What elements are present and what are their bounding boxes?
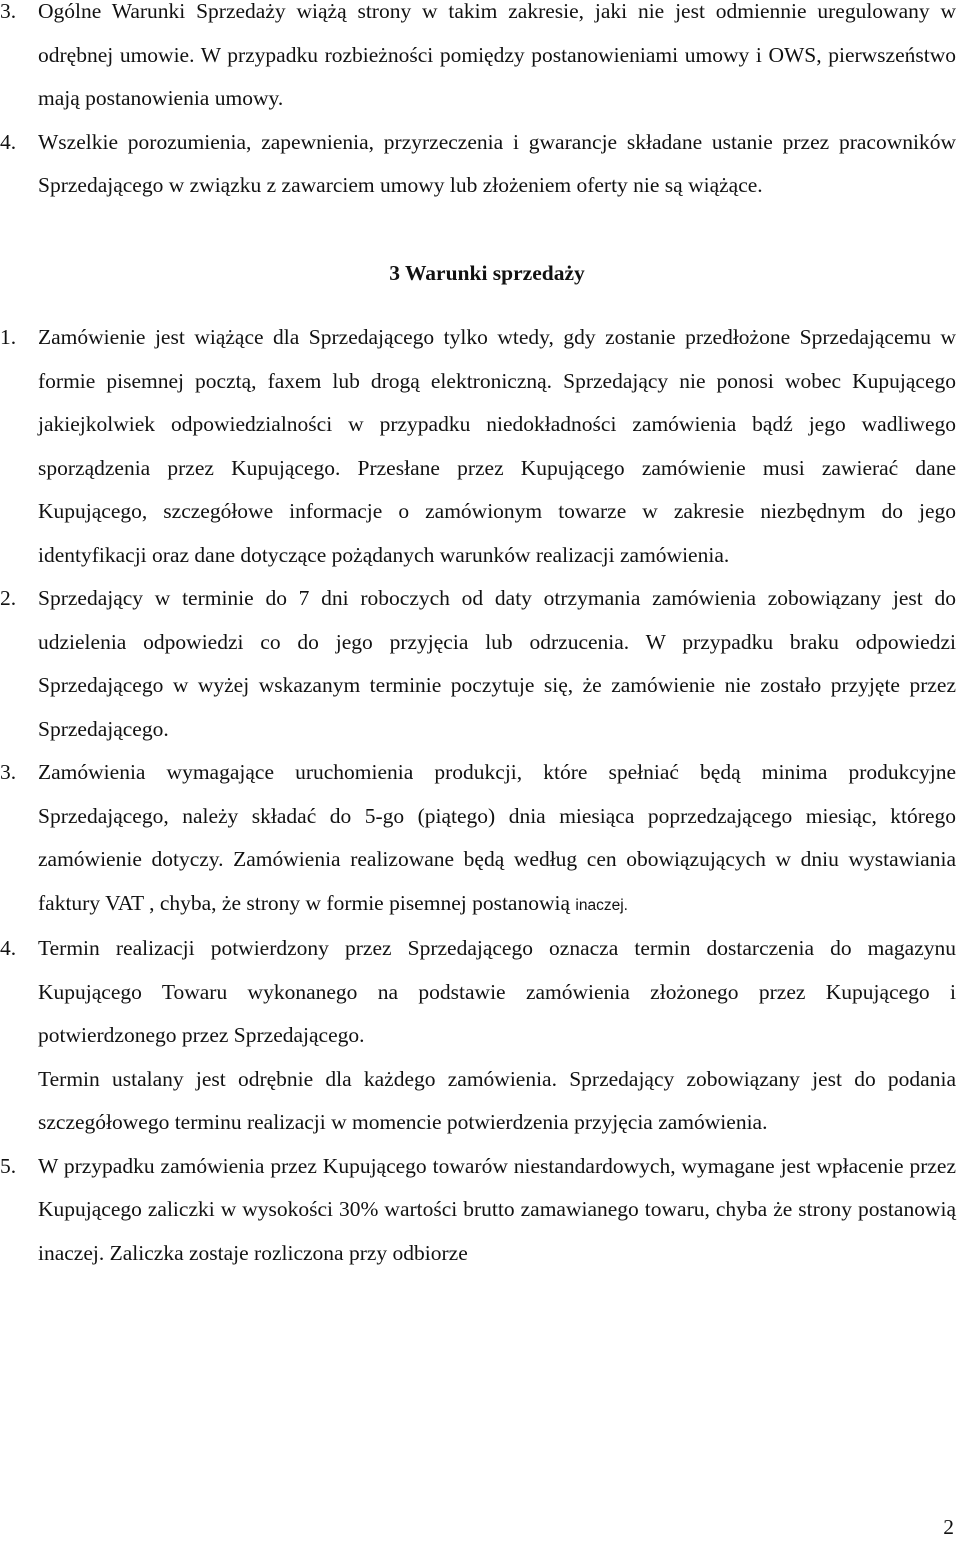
page-number: 2 (943, 1515, 954, 1539)
list-item-text: Wszelkie porozumienia, zapewnienia, przyrzeczenia i gwarancje składane ustanie przez pracowników Sprzedającego w związku z zawarciem umowy lub złożeniem oferty nie są wiążące. (38, 129, 956, 197)
list-item (0, 1145, 960, 1276)
list-item (0, 577, 960, 751)
list-item-number: 3. (0, 0, 17, 23)
list-item-text: Termin realizacji potwierdzony przez Sprzedającego oznacza termin dostarczenia do magazynu Kupującego Towaru wykonanego na podstawie zamówienia złożonego przez Kupującego i potwierdzonego przez Sprzedającego. (38, 936, 956, 1047)
list-item-text: Zamówienia wymagające uruchomienia produkcji, które spełniać będą minima produkcyjne Sprzedającego, należy składać do 5-go (piątego) dnia miesiąca poprzedzającego miesiąc, którego zamówienie dotyczy. Zamówienia realizowane będą według cen obowiązujących w dniu wystawiania faktury VAT , chyba, że strony w formie pisemnej postanowią (38, 760, 956, 915)
list-item-text: Zamówienie jest wiążące dla Sprzedającego tylko wtedy, gdy zostanie przedłożone Sprzedającemu w formie pisemnej pocztą, faxem lub drogą elektroniczną. Sprzedający nie ponosi wobec Kupującego jakiejkolwiek odpowiedzialności w przypadku niedokładności zamówienia bądź jego wadliwego sporządzenia przez Kupującego. Przesłane przez Kupującego zamówienie musi zawierać dane Kupującego, szczegółowe informacje o zamówionym towarze w zakresie niezbędnym do jego identyfikacji oraz dane dotyczące pożądanych warunków realizacji zamówienia. (38, 325, 956, 567)
list-item-continuation: Termin ustalany jest odrębnie dla każdego zamówienia. Sprzedający zobowiązany jest do podania szczegółowego terminu realizacji w momencie potwierdzenia przyjęcia zamówienia. (38, 1066, 956, 1134)
list-item-number: 1. (0, 325, 17, 349)
list-item (0, 927, 960, 1058)
list-item (0, 751, 960, 927)
list-item-number: 2. (0, 586, 17, 610)
list-item-text: Ogólne Warunki Sprzedaży wiążą strony w takim zakresie, jaki nie jest odmiennie uregulowany w odrębnej umowie. W przypadku rozbieżności pomiędzy postanowieniami umowy i OWS, pierwszeństwo mają postanowienia umowy. (38, 0, 956, 110)
list-item (0, 316, 960, 577)
list-item-number: 4. (0, 129, 17, 154)
list-item-number: 3. (0, 760, 17, 784)
list-item (0, 121, 960, 208)
list-item-text: Sprzedający w terminie do 7 dni roboczych od daty otrzymania zamówienia zobowiązany jest do udzielenia odpowiedzi co do jego przyjęcia lub odrzucenia. W przypadku braku odpowiedzi Sprzedającego w wyżej wskazanym terminie poczytuje się, że zamówienie nie zostało przyjęte przez Sprzedającego. (38, 586, 956, 741)
list-item-text-end: inaczej. (575, 896, 628, 914)
list-item-number: 5. (0, 1153, 17, 1178)
list-item-text: W przypadku zamówienia przez Kupującego towarów niestandardowych, wymagane jest wpłacenie przez Kupującego zaliczki w wysokości 30% wartości brutto zamawianego towaru, chyba że strony postanowią inaczej. Zaliczka zostaje rozliczona przy odbiorze (38, 1153, 956, 1265)
list-item-number: 4. (0, 936, 17, 960)
list-item (0, 0, 960, 121)
section-heading: 3 Warunki sprzedaży (389, 260, 585, 285)
